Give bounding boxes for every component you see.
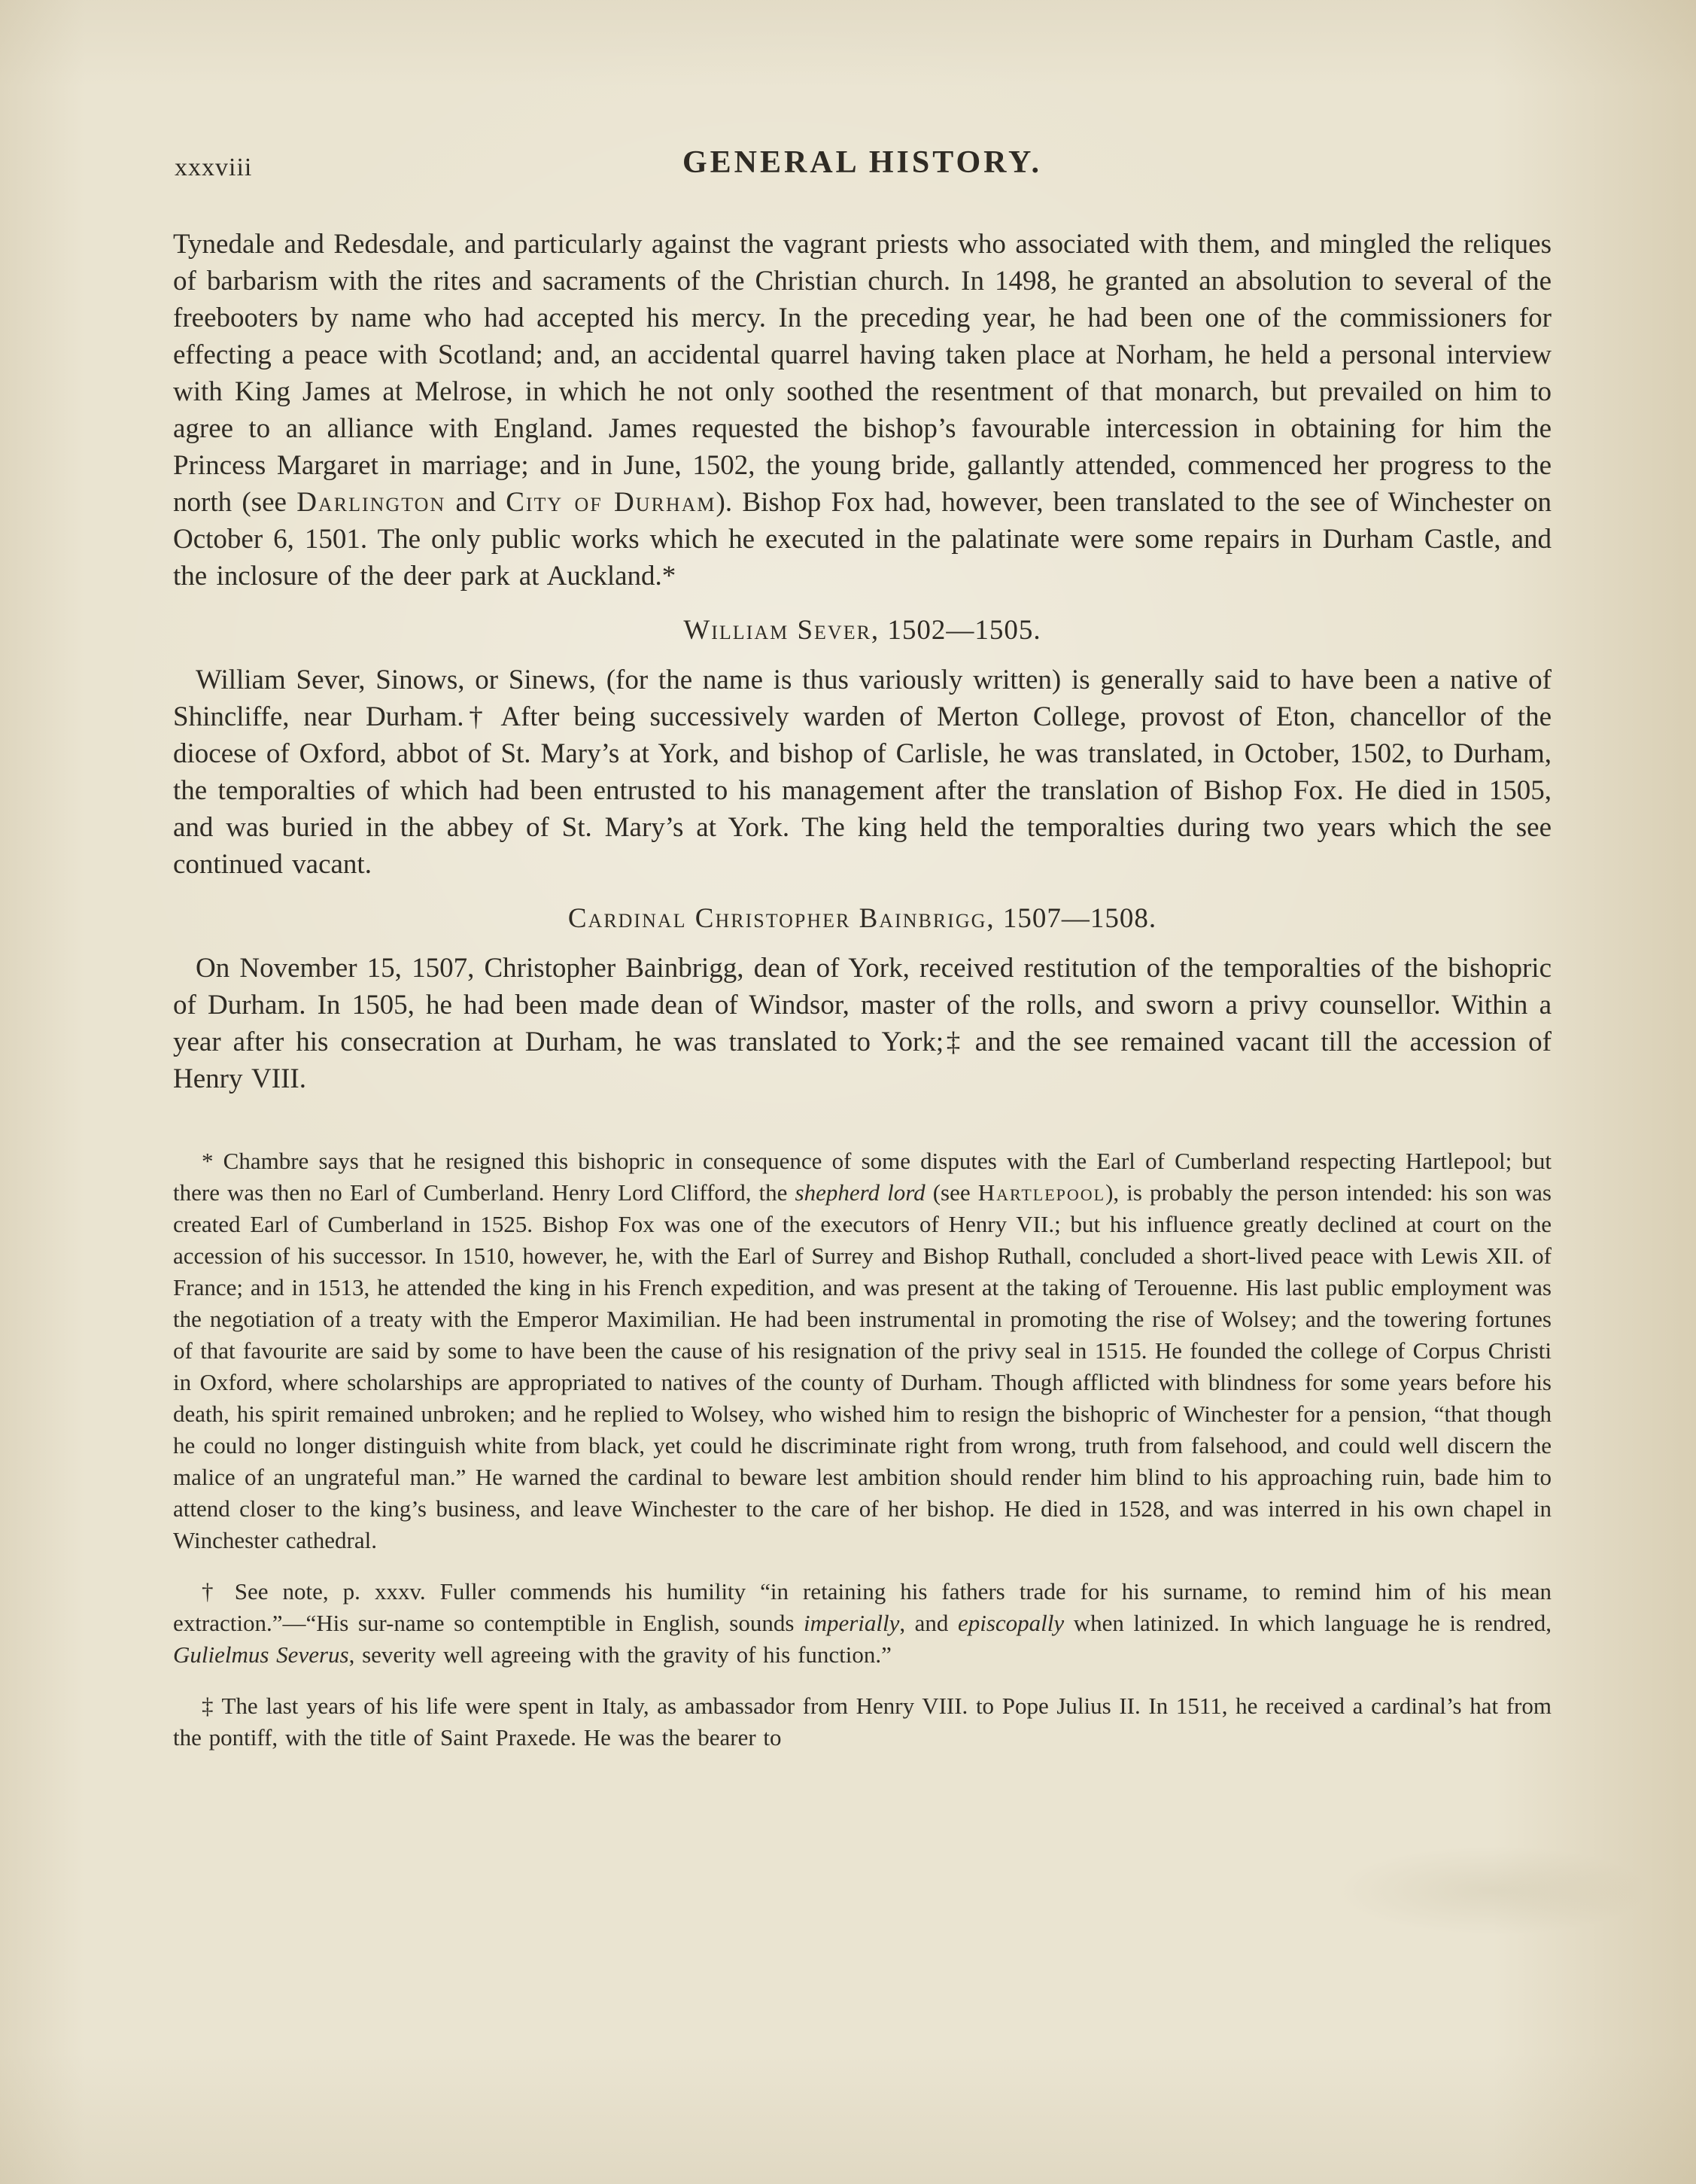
section-heading-bainbrigg: Cardinal Christopher Bainbrigg, 1507—1508.	[567, 903, 1157, 934]
paragraph-tynedale: Tynedale and Redesdale, and particularly against the vagrant priests who associated with them, and mingled the reliques of barbarism with the rites and sacraments of the Christian church. In 1498, he granted an absolution to several of the freebooters by name who had accepted his mercy. In the preceding year, he had been one of the commissioners for effecting a peace with Scotland; and, an accidental quarrel having taken place at Norham, he held a personal interview with King James at Melrose, in which he not only soothed the resentment of that monarch, but prevailed on him to agree to an alliance with England. James requested the bishop’s favourable intercession in obtaining for him the Princess Margaret in marriage; and in June, 1502, the young bride, gallantly attended, commenced her progress to the north (see Darlington and City of Durham). Bishop Fox had, however, been translated to the see of Winchester on October 6, 1501. The only public works which he executed in the palatinate were some repairs in Durham Castle, and the inclosure of the deer park at Auckland.*	[173, 229, 1552, 592]
footnotes-section	[173, 1145, 1552, 1754]
paragraph-william-sever: William Sever, Sinows, or Sinews, (for the name is thus variously written) is generally said to have been a native of Shincliffe, near Durham.† After being successively warden of Merton College, provost of Eton, chancellor of the diocese of Oxford, abbot of St. Mary’s at York, and bishop of Carlisle, he was translated, in October, 1502, to Durham, the temporalties of which had been entrusted to his management after the translation of Bishop Fox. He died in 1505, and was buried in the abbey of St. Mary’s at York. The king held the temporalties during two years which the see continued vacant.	[173, 665, 1552, 880]
page-header	[173, 144, 1552, 188]
footnote-dagger: † See note, p. xxxv. Fuller commends his humility “in retaining his fathers trade for his surname, to remind him of his mean extraction.”—“His sur-name so contemptible in English, sounds imperially, and episcopally when latinized. In which language he is rendred, Gulielmus Severus, severity well agreeing with the gravity of his function.”	[173, 1578, 1552, 1668]
footnote-double-dagger: ‡ The last years of his life were spent in Italy, as ambassador from Henry VIII. to Pope Julius II. In 1511, he received a cardinal’s hat from the pontiff, with the title of Saint Praxede. He was the bearer to	[173, 1693, 1552, 1751]
page-number: xxxviii	[175, 154, 253, 181]
footnote-star: * Chambre says that he resigned this bishopric in consequence of some disputes with the Earl of Cumberland respecting Hartlepool; but there was then no Earl of Cumberland. Henry Lord Clifford, the shepherd lord (see Hartlepool), is probably the person intended: his son was created Earl of Cumberland in 1525. Bishop Fox was one of the executors of Henry VII.; but his influence greatly declined at court on the accession of his successor. In 1510, however, he, with the Earl of Surrey and Bishop Ruthall, concluded a short-lived peace with Lewis XII. of France; and in 1513, he attended the king in his French expedition, and was present at the taking of Terouenne. His last public employment was the negotiation of a treaty with the Emperor Maximilian. He had been instrumental in promoting the rise of Wolsey; and the towering fortunes of that favourite are said by some to have been the cause of his resignation of the privy seal in 1515. He founded the college of Corpus Christi in Oxford, where scholarships are appropriated to natives of the county of Durham. Though afflicted with blindness for some years before his death, his spirit remained unbroken; and he replied to Wolsey, who wished him to resign the bishopric of Winchester for a pension, “that though he could no longer distinguish white from black, yet could he discriminate right from wrong, truth from falsehood, and could well discern the malice of an ungrateful man.” He warned the cardinal to beware lest ambition should render him blind to his approaching ruin, bade him to attend closer to the king’s business, and leave Winchester to the care of her bishop. He died in 1528, and was interred in his own chapel in Winchester cathedral.	[173, 1148, 1552, 1553]
page-content	[173, 144, 1552, 1773]
main-text	[173, 226, 1552, 1754]
paragraph-bainbrigg: On November 15, 1507, Christopher Bainbrigg, dean of York, received restitution of the temporalties of the bishopric of Durham. In 1505, he had been made dean of Windsor, master of the rolls, and sworn a privy counsellor. Within a year after his consecration at Durham, he was translated to York;‡ and the see remained vacant till the accession of Henry VIII.	[173, 953, 1552, 1094]
section-heading-william-sever: William Sever, 1502—1505.	[683, 615, 1041, 646]
running-title: GENERAL HISTORY.	[682, 145, 1042, 180]
paper-stain	[1335, 1845, 1651, 1936]
